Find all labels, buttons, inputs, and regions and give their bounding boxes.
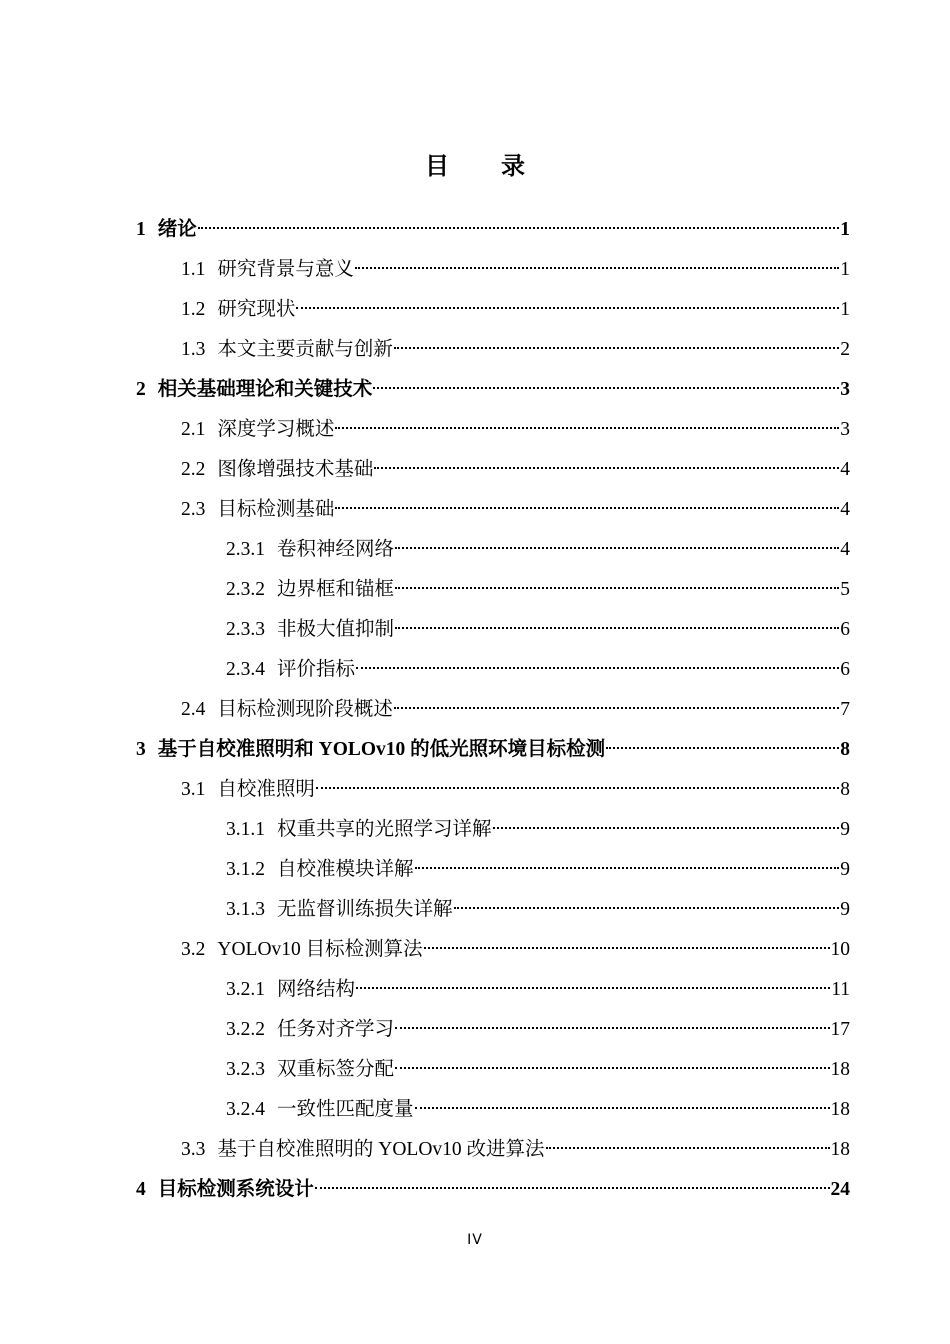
toc-entry[interactable] [181,445,850,480]
toc-entry[interactable] [181,685,850,720]
toc-entry[interactable] [181,925,850,960]
toc-entry-title: 评价指标 [277,659,356,680]
toc-entry-number: 1 [136,219,146,240]
toc-entry-title: 一致性匹配度量 [277,1099,414,1120]
toc-entry[interactable] [226,845,850,880]
toc-dot-leader [335,405,839,435]
toc-entry-page: 3 [840,419,850,440]
toc-entry-title: 研究背景与意义 [217,259,354,280]
toc-entry-number: 2.3.4 [226,659,265,680]
toc-entry[interactable] [226,1045,850,1080]
toc-entry-title: 图像增强技术基础 [217,459,374,480]
toc-entry-number: 2.2 [181,459,206,480]
toc-entry-title: 自校准照明 [217,779,315,800]
toc-entry-number: 3.3 [181,1139,206,1160]
toc-entry-title: 目标检测现阶段概述 [217,699,393,720]
toc-dot-leader [355,245,839,275]
toc-entry[interactable] [226,1085,850,1120]
toc-entry-title: 卷积神经网络 [277,539,395,560]
toc-entry-title: 基于自校准照明和 YOLOv10 的低光照环境目标检测 [157,739,606,760]
toc-entry-title: 权重共享的光照学习详解 [277,819,492,840]
toc-dot-leader [296,285,839,315]
toc-entry-page: 24 [830,1179,850,1200]
toc-dot-leader [546,1125,830,1155]
toc-entry-number: 1.2 [181,299,206,320]
toc-dot-leader [374,445,839,475]
toc-dot-leader [394,325,839,355]
toc-dot-leader [373,365,839,395]
page-title: 目录 [425,152,577,180]
toc-entry-title: 双重标签分配 [277,1059,395,1080]
toc-entry-page: 6 [840,619,850,640]
toc-entry-page: 4 [840,499,850,520]
toc-entry-title: 目标检测基础 [217,499,335,520]
toc-entry-page: 9 [840,819,850,840]
toc-entry-number: 2 [136,379,146,400]
toc-entry[interactable] [181,485,850,520]
toc-dot-leader [198,205,839,235]
toc-entry[interactable] [226,565,850,600]
toc-dot-leader [424,925,830,955]
toc-entry-title: 任务对齐学习 [277,1019,395,1040]
toc-dot-leader [395,1005,829,1035]
toc-entry-number: 2.4 [181,699,206,720]
toc-dot-leader [316,765,839,795]
toc-entry-page: 10 [830,939,850,960]
toc-entry-page: 11 [831,979,850,1000]
toc-entry[interactable] [181,1125,850,1160]
toc-entry[interactable] [226,645,850,680]
toc-entry-number: 3.2.4 [226,1099,265,1120]
toc-entry-page: 3 [840,379,850,400]
toc-dot-leader [395,1045,829,1075]
toc-dot-leader [395,605,839,635]
toc-entry[interactable] [226,885,850,920]
toc-dot-leader [415,845,840,875]
toc-entry-number: 3.2.3 [226,1059,265,1080]
toc-entry-number: 1.1 [181,259,206,280]
toc-entry-title: 基于自校准照明的 YOLOv10 改进算法 [217,1139,545,1160]
toc-entry-title: 相关基础理论和关键技术 [157,379,373,400]
toc-entry-number: 3.1.3 [226,899,265,920]
toc-entry-number: 3.1.2 [226,859,265,880]
toc-entry-number: 1.3 [181,339,206,360]
page-number-footer: IV [467,1232,483,1248]
toc-entry-number: 2.3.3 [226,619,265,640]
toc-entry-title: 边界框和锚框 [277,579,395,600]
toc-dot-leader [356,645,839,675]
toc-entry-page: 1 [840,259,850,280]
toc-entry-page: 1 [840,219,850,240]
toc-entry[interactable] [181,765,850,800]
toc-entry-page: 9 [840,899,850,920]
toc-entry[interactable] [226,805,850,840]
toc-entry-number: 2.3.1 [226,539,265,560]
toc-entry-number: 3.2 [181,939,206,960]
toc-entry-number: 3.2.1 [226,979,265,1000]
toc-entry[interactable] [181,325,850,360]
toc-entry[interactable] [226,965,850,1000]
toc-entry-page: 8 [840,779,850,800]
toc-entry-page: 1 [840,299,850,320]
toc-dot-leader [606,725,839,755]
toc-dot-leader [395,565,839,595]
toc-dot-leader [454,885,840,915]
toc-entry-page: 2 [840,339,850,360]
toc-entry-number: 2.1 [181,419,206,440]
toc-dot-leader [394,685,839,715]
toc-entry-title: 深度学习概述 [217,419,335,440]
toc-dot-leader [395,525,839,555]
toc-entry-title: 绪论 [157,219,197,240]
toc-entry-page: 4 [840,459,850,480]
toc-entry-title: 非极大值抑制 [277,619,395,640]
toc-entry-title: YOLOv10 目标检测算法 [217,939,423,960]
toc-entry-number: 4 [136,1179,146,1200]
toc-entry-page: 18 [830,1099,850,1120]
toc-entry[interactable] [136,365,850,400]
toc-dot-leader [493,805,840,835]
toc-dot-leader [415,1085,830,1115]
toc-entry-title: 本文主要贡献与创新 [217,339,393,360]
toc-entry-page: 9 [840,859,850,880]
toc-entry-page: 7 [840,699,850,720]
toc-entry-number: 3.1 [181,779,206,800]
toc-entry-number: 3.1.1 [226,819,265,840]
toc-entry-title: 网络结构 [277,979,356,1000]
toc-entry-number: 3.2.2 [226,1019,265,1040]
toc-entry-number: 2.3.2 [226,579,265,600]
toc-entry-title: 自校准模块详解 [277,859,414,880]
toc-dot-leader [356,965,830,995]
toc-entry-page: 17 [830,1019,850,1040]
toc-entry[interactable] [136,1165,850,1200]
toc-entry-number: 2.3 [181,499,206,520]
toc-entry-page: 18 [830,1059,850,1080]
toc-entry-title: 研究现状 [217,299,296,320]
toc-entry[interactable] [136,725,850,760]
toc-entry-page: 6 [840,659,850,680]
toc-entry[interactable] [136,205,850,240]
toc-entry-page: 5 [840,579,850,600]
toc-entry-title: 目标检测系统设计 [157,1179,314,1200]
toc-entry-title: 无监督训练损失详解 [277,899,453,920]
toc-entry-number: 3 [136,739,146,760]
toc-entry[interactable] [181,285,850,320]
toc-entry-page: 18 [830,1139,850,1160]
toc-entry[interactable] [181,405,850,440]
toc-entry[interactable] [181,245,850,280]
toc-entry[interactable] [226,605,850,640]
toc-dot-leader [335,485,839,515]
toc-dot-leader [315,1165,830,1195]
toc-entry[interactable] [226,525,850,560]
toc-entry-page: 4 [840,539,850,560]
toc-entry[interactable] [226,1005,850,1040]
toc-entry-page: 8 [840,739,850,760]
